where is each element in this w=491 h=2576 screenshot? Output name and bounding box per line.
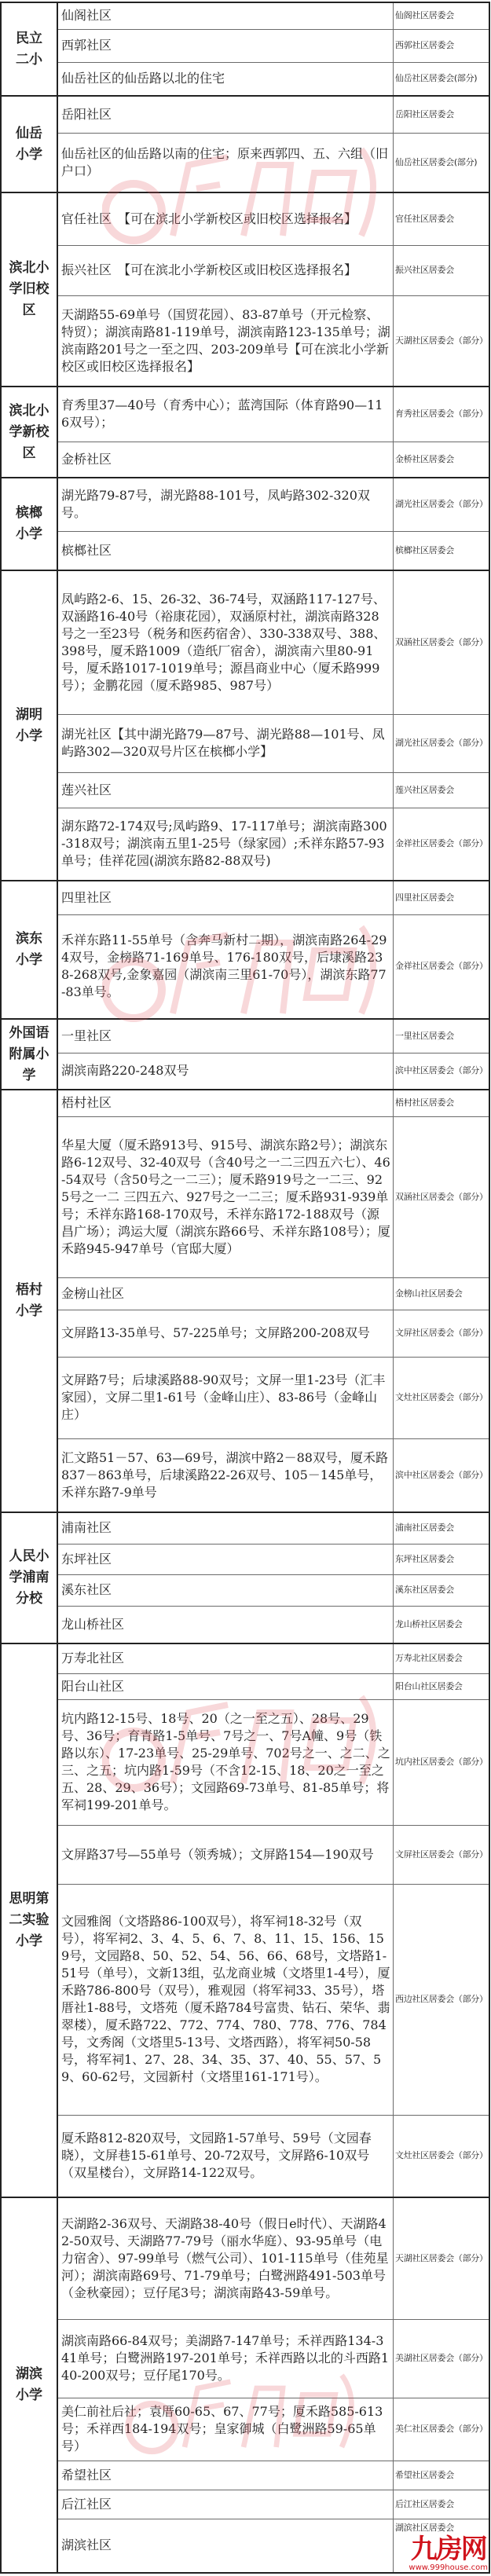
table-row bbox=[1, 1053, 489, 1090]
table-row bbox=[1, 1606, 489, 1643]
residents-committee: 梧村社区居委会 bbox=[394, 1090, 490, 1116]
table-row bbox=[1, 1116, 489, 1277]
table-row bbox=[1, 1277, 489, 1310]
table-row bbox=[1, 2, 489, 29]
school-name: 湖明小学 bbox=[16, 706, 42, 744]
table-row bbox=[1, 1574, 489, 1606]
district-area: 仙阁社区 bbox=[57, 2, 394, 29]
table-row bbox=[1, 1019, 489, 1053]
residents-committee: 溪东社区居委会 bbox=[394, 1574, 490, 1606]
table-row bbox=[1, 133, 489, 192]
district-area: 湖光社区【其中湖光路79—87号、湖光路88—101号、凤屿路302—320双号片区在槟榔小学】 bbox=[57, 714, 394, 772]
table-row bbox=[1, 2461, 489, 2490]
table-body bbox=[1, 2, 489, 2573]
residents-committee: 阳台山社区居委会 bbox=[394, 1673, 490, 1699]
school-cell bbox=[1, 881, 57, 1019]
district-area: 禾祥东路11-55单号（含奔马新村二期），湖滨南路264-294双号，金榜路71-169单号、176-180双号，后埭溪路238-268双号,金象嘉园（湖滨南三里61-70号），湖滨东路77-83单号。 bbox=[57, 914, 394, 1019]
district-area: 槟榔社区 bbox=[57, 531, 394, 570]
district-area: 龙山桥社区 bbox=[57, 1606, 394, 1643]
table-row bbox=[1, 808, 489, 881]
school-name: 思明第二实验小学 bbox=[9, 1891, 49, 1949]
residents-committee: 仙岳社区居委会(部分) bbox=[394, 133, 490, 192]
district-area: 梧村社区 bbox=[57, 1090, 394, 1116]
table-row bbox=[1, 1512, 489, 1544]
district-area: 湖东路72-174双号;凤屿路9、17-117单号；湖滨南路300-318双号；湖滨南五里1-25号（绿家园）;禾祥东路57-93单号；佳祥花园(湖滨东路82-88双号) bbox=[57, 808, 394, 881]
table-row bbox=[1, 2398, 489, 2461]
table-row bbox=[1, 1438, 489, 1512]
residents-committee: 莲兴社区居委会 bbox=[394, 772, 490, 808]
table-row bbox=[1, 772, 489, 808]
table-row bbox=[1, 442, 489, 478]
table-row bbox=[1, 478, 489, 531]
school-cell bbox=[1, 2, 57, 96]
district-area: 莲兴社区 bbox=[57, 772, 394, 808]
site-logo-name: 九房网 bbox=[410, 2534, 486, 2565]
district-area: 美仁前社后社；袁厝60-65、67、77号；厦禾路585-613号；禾祥西184-194双号；皇家御城（白鹭洲路59-65单号） bbox=[57, 2398, 394, 2461]
district-area: 金桥社区 bbox=[57, 442, 394, 478]
residents-committee: 仙岳社区居委会(部分) bbox=[394, 62, 490, 96]
district-area: 天湖路2-36双号、天湖路38-40号（假日e时代）、天湖路42-50双号、天湖路77-79号（丽水华庭）、93-95单号（电力宿舍）、97-99单号（燃气公司）、101-115单号（佳苑星河）；湖滨南路69号、71-79单号；白鹭洲路491-503单号（金秋豪园）；豆仔尾3号；湖滨南路43-59单号。 bbox=[57, 2197, 394, 2319]
district-area: 西郭社区 bbox=[57, 29, 394, 62]
district-area: 文屏路7号；后埭溪路88-90双号；文屏一里1-23号（汇丰家园），文屏二里1-61号（金峰山庄）、83-86号（金峰山庄） bbox=[57, 1357, 394, 1438]
residents-committee: 万寿北社区居委会 bbox=[394, 1643, 490, 1673]
district-area: 岳阳社区 bbox=[57, 96, 394, 133]
district-area: 华星大厦（厦禾路913号、915号、湖滨东路2号）；湖滨东路6-12双号、32-40双号（含40号之一二三四五六七）、46-54双号（含50号之一二三）；厦禾路919号之一二三、925号之一二 三四五六、927号之一二三；厦禾路931-939单号；禾祥东路168-170双号，禾祥东路172-188双号（源昌广场）；鸿运大厦（湖滨东路66号、禾祥东路108号）；厦禾路945-947单号（官邸大厦） bbox=[57, 1116, 394, 1277]
district-area: 天湖路55-69单号（国贸花园）、83-87单号（开元检察、特贸）；湖滨南路81-119单号，湖滨南路123-135单号；湖滨南路201号之一至之四、203-209单号【可在滨北小学新校区或旧校区选择报名】 bbox=[57, 295, 394, 387]
school-cell bbox=[1, 478, 57, 570]
residents-committee: 后江社区居委会 bbox=[394, 2490, 490, 2519]
school-name: 槟榔小学 bbox=[16, 505, 42, 542]
school-name: 外国语附属小学 bbox=[9, 1024, 49, 1083]
residents-committee: 岳阳社区居委会 bbox=[394, 96, 490, 133]
table-row bbox=[1, 387, 489, 442]
district-area: 湖滨南路66-84双号；美湖路7-147单号；禾祥西路134-341单号；白鹭洲路197-201单号；禾祥西路以北的斗西路140-200双号；豆仔尾170号。 bbox=[57, 2319, 394, 2398]
residents-committee: 育秀社区居委会（部分） bbox=[394, 387, 490, 442]
table-row bbox=[1, 2319, 489, 2398]
school-name: 滨北小学新校区 bbox=[9, 402, 49, 461]
table-row bbox=[1, 1673, 489, 1699]
table-row bbox=[1, 192, 489, 245]
table-row bbox=[1, 29, 489, 62]
site-logo bbox=[409, 2535, 488, 2572]
table-row bbox=[1, 1357, 489, 1438]
residents-committee: 金榜山社区居委会 bbox=[394, 1277, 490, 1310]
district-area: 湖滨社区 bbox=[57, 2519, 394, 2573]
residents-committee: 槟榔社区居委会 bbox=[394, 531, 490, 570]
school-cell bbox=[1, 192, 57, 387]
table-row bbox=[1, 1643, 489, 1673]
residents-committee: 希望社区居委会 bbox=[394, 2461, 490, 2490]
school-cell bbox=[1, 96, 57, 192]
table-row bbox=[1, 2197, 489, 2319]
residents-committee: 美仁社区居委会（部分） bbox=[394, 2398, 490, 2461]
residents-committee: 文灶社区居委会（部分） bbox=[394, 1357, 490, 1438]
residents-committee: 一里社区居委会 bbox=[394, 1019, 490, 1053]
site-logo-url: www.999house.com bbox=[409, 2563, 488, 2572]
table-row bbox=[1, 62, 489, 96]
school-name: 滨北小学旧校区 bbox=[9, 260, 49, 318]
residents-committee: 西郭社区居委会 bbox=[394, 29, 490, 62]
residents-committee: 湖光社区居委会（部分） bbox=[394, 714, 490, 772]
table-row bbox=[1, 96, 489, 133]
school-cell bbox=[1, 570, 57, 881]
district-area: 湖光路79-87号，湖光路88-101号，凤屿路302-320双号。 bbox=[57, 478, 394, 531]
school-cell bbox=[1, 1019, 57, 1090]
residents-committee: 仙阁社区居委会 bbox=[394, 2, 490, 29]
district-area: 文屏路37号—55单号（领秀城）；文屏路154—190双号 bbox=[57, 1825, 394, 1884]
district-area: 四里社区 bbox=[57, 881, 394, 914]
residents-committee: 坑内社区居委会（部分） bbox=[394, 1699, 490, 1825]
district-area: 金榜山社区 bbox=[57, 1277, 394, 1310]
school-name: 梧村小学 bbox=[16, 1282, 42, 1319]
table-row bbox=[1, 881, 489, 914]
district-area: 东坪社区 bbox=[57, 1544, 394, 1574]
school-name: 民立二小 bbox=[16, 30, 42, 68]
district-area: 仙岳社区的仙岳路以南的住宅；原来西郭四、五、六组（旧户口） bbox=[57, 133, 394, 192]
school-cell bbox=[1, 1090, 57, 1512]
table-row bbox=[1, 1310, 489, 1357]
school-cell bbox=[1, 1643, 57, 2197]
table-row bbox=[1, 531, 489, 570]
district-area: 阳台山社区 bbox=[57, 1673, 394, 1699]
district-area: 溪东社区 bbox=[57, 1574, 394, 1606]
residents-committee: 金祥社区居委会（部分） bbox=[394, 914, 490, 1019]
district-area: 育秀里37—40号（育秀中心）；蓝湾国际（体育路90—116双号）； bbox=[57, 387, 394, 442]
residents-committee: 东坪社区居委会 bbox=[394, 1544, 490, 1574]
district-area: 万寿北社区 bbox=[57, 1643, 394, 1673]
table-row bbox=[1, 914, 489, 1019]
residents-committee: 天湖社区居委会（部分） bbox=[394, 2197, 490, 2319]
table-row bbox=[1, 1699, 489, 1825]
school-cell bbox=[1, 1512, 57, 1643]
residents-committee: 天湖社区居委会（部分） bbox=[394, 295, 490, 387]
residents-committee: 滨中社区居委会（部分） bbox=[394, 1438, 490, 1512]
residents-committee: 湖光社区居委会（部分） bbox=[394, 478, 490, 531]
school-cell bbox=[1, 2197, 57, 2573]
residents-committee: 双涵社区居委会（部分） bbox=[394, 570, 490, 714]
residents-committee: 四里社区居委会 bbox=[394, 881, 490, 914]
table-row bbox=[1, 2115, 489, 2197]
residents-committee: 浦南社区居委会 bbox=[394, 1512, 490, 1544]
residents-committee: 双涵社区居委会（部分） bbox=[394, 1116, 490, 1277]
table-row bbox=[1, 245, 489, 295]
table-row bbox=[1, 570, 489, 714]
district-area: 凤屿路2-6、15、26-32、36-74号，双涵路117-127号、双涵路16-40号（裕康花园），双涵原村社，湖滨南路328号之一至23号（税务和医药宿舍）、330-338双号、388、398号，厦禾路1009（造纸厂宿舍），湖滨南六里80-91号，厦禾路1017-1019单号；源昌商业中心（厦禾路999号）；金鹏花园（厦禾路985、987号） bbox=[57, 570, 394, 714]
table-row bbox=[1, 2490, 489, 2519]
district-area: 一里社区 bbox=[57, 1019, 394, 1053]
district-area: 仙岳社区的仙岳路以北的住宅 bbox=[57, 62, 394, 96]
residents-committee: 文屏社区居委会（部分） bbox=[394, 1825, 490, 1884]
district-area: 湖滨南路220-248双号 bbox=[57, 1053, 394, 1090]
school-name: 仙岳小学 bbox=[16, 125, 42, 163]
table-row bbox=[1, 295, 489, 387]
residents-committee: 西边社区居委会（部分） bbox=[394, 1884, 490, 2115]
residents-committee: 滨中社区居委会（部分） bbox=[394, 1053, 490, 1090]
district-area: 厦禾路812-820双号，文园路1-57单号、59号（文园春晓），文屏巷15-61单号、20-72双号，文屏路6-10双号（双星楼台），文屏路14-122双号。 bbox=[57, 2115, 394, 2197]
residents-committee: 美湖社区居委会（部分） bbox=[394, 2319, 490, 2398]
school-cell bbox=[1, 387, 57, 478]
table-row bbox=[1, 1544, 489, 1574]
school-district-table bbox=[0, 2, 490, 2574]
table-row bbox=[1, 714, 489, 772]
district-area: 文屏路13-35单号、57-225单号；文屏路200-208双号 bbox=[57, 1310, 394, 1357]
district-area: 浦南社区 bbox=[57, 1512, 394, 1544]
table-row bbox=[1, 1090, 489, 1116]
residents-committee: 振兴社区居委会 bbox=[394, 245, 490, 295]
district-area: 汇文路51－57、63—69号，湖滨中路2－88双号，厦禾路837－863单号，后埭溪路22-26双号、105－145单号，禾祥东路7-9单号 bbox=[57, 1438, 394, 1512]
residents-committee: 官任社区居委会 bbox=[394, 192, 490, 245]
residents-committee: 金祥社区居委会（部分） bbox=[394, 808, 490, 881]
district-area: 官任社区 【可在滨北小学新校区或旧校区选择报名】 bbox=[57, 192, 394, 245]
residents-committee: 文屏社区居委会（部分） bbox=[394, 1310, 490, 1357]
residents-committee: 湖滨社区居委会 bbox=[394, 2519, 490, 2573]
school-name: 人民小学浦南分校 bbox=[9, 1548, 49, 1607]
residents-committee: 金桥社区居委会 bbox=[394, 442, 490, 478]
school-name: 湖滨小学 bbox=[16, 2366, 42, 2403]
district-area: 坑内路12-15号、18号、20（之一至之五）、28号、29号、36号；育青路1-5单号、7号之一、7号A幢、9号（铁路以东）、17-23单号、25-29单号、702号之一、之二、之三、之五；坑内路1-59号（不含12-15、18、20之一至之五、28、29、36号）；文园路69-73单号、81-85单号；将军祠199-201单号。 bbox=[57, 1699, 394, 1825]
residents-committee: 文灶社区居委会（部分） bbox=[394, 2115, 490, 2197]
residents-committee: 龙山桥社区居委会 bbox=[394, 1606, 490, 1643]
table-row bbox=[1, 1825, 489, 1884]
district-area: 希望社区 bbox=[57, 2461, 394, 2490]
district-area: 后江社区 bbox=[57, 2490, 394, 2519]
district-area: 振兴社区 【可在滨北小学新校区或旧校区选择报名】 bbox=[57, 245, 394, 295]
table-row bbox=[1, 1884, 489, 2115]
school-name: 滨东小学 bbox=[16, 931, 42, 968]
district-area: 文园雅阁（文塔路86-100双号），将军祠18-32号（双号），将军祠2、3、4、5、6、7、8、11、15、156、159号，文园路8、50、52、54、56、66、68号，文塔路1-51号（单号），文新13组，弘龙商业城（文塔里1-4号），厦禾路786-800号（双号），雅观园（将军祠33、35号），塔厝社1-88号，文塔苑（厦禾路784号富贵、钻石、荣华、翡翠楼），厦禾路722、772、774、780、778、776、784号，文秀阁（文塔里5-13号、文塔西路），将军祠50-58号，将军祠1、27、28、34、35、37、40、55、57、59、60-62号，文园新村（文塔里161-171号）。 bbox=[57, 1884, 394, 2115]
